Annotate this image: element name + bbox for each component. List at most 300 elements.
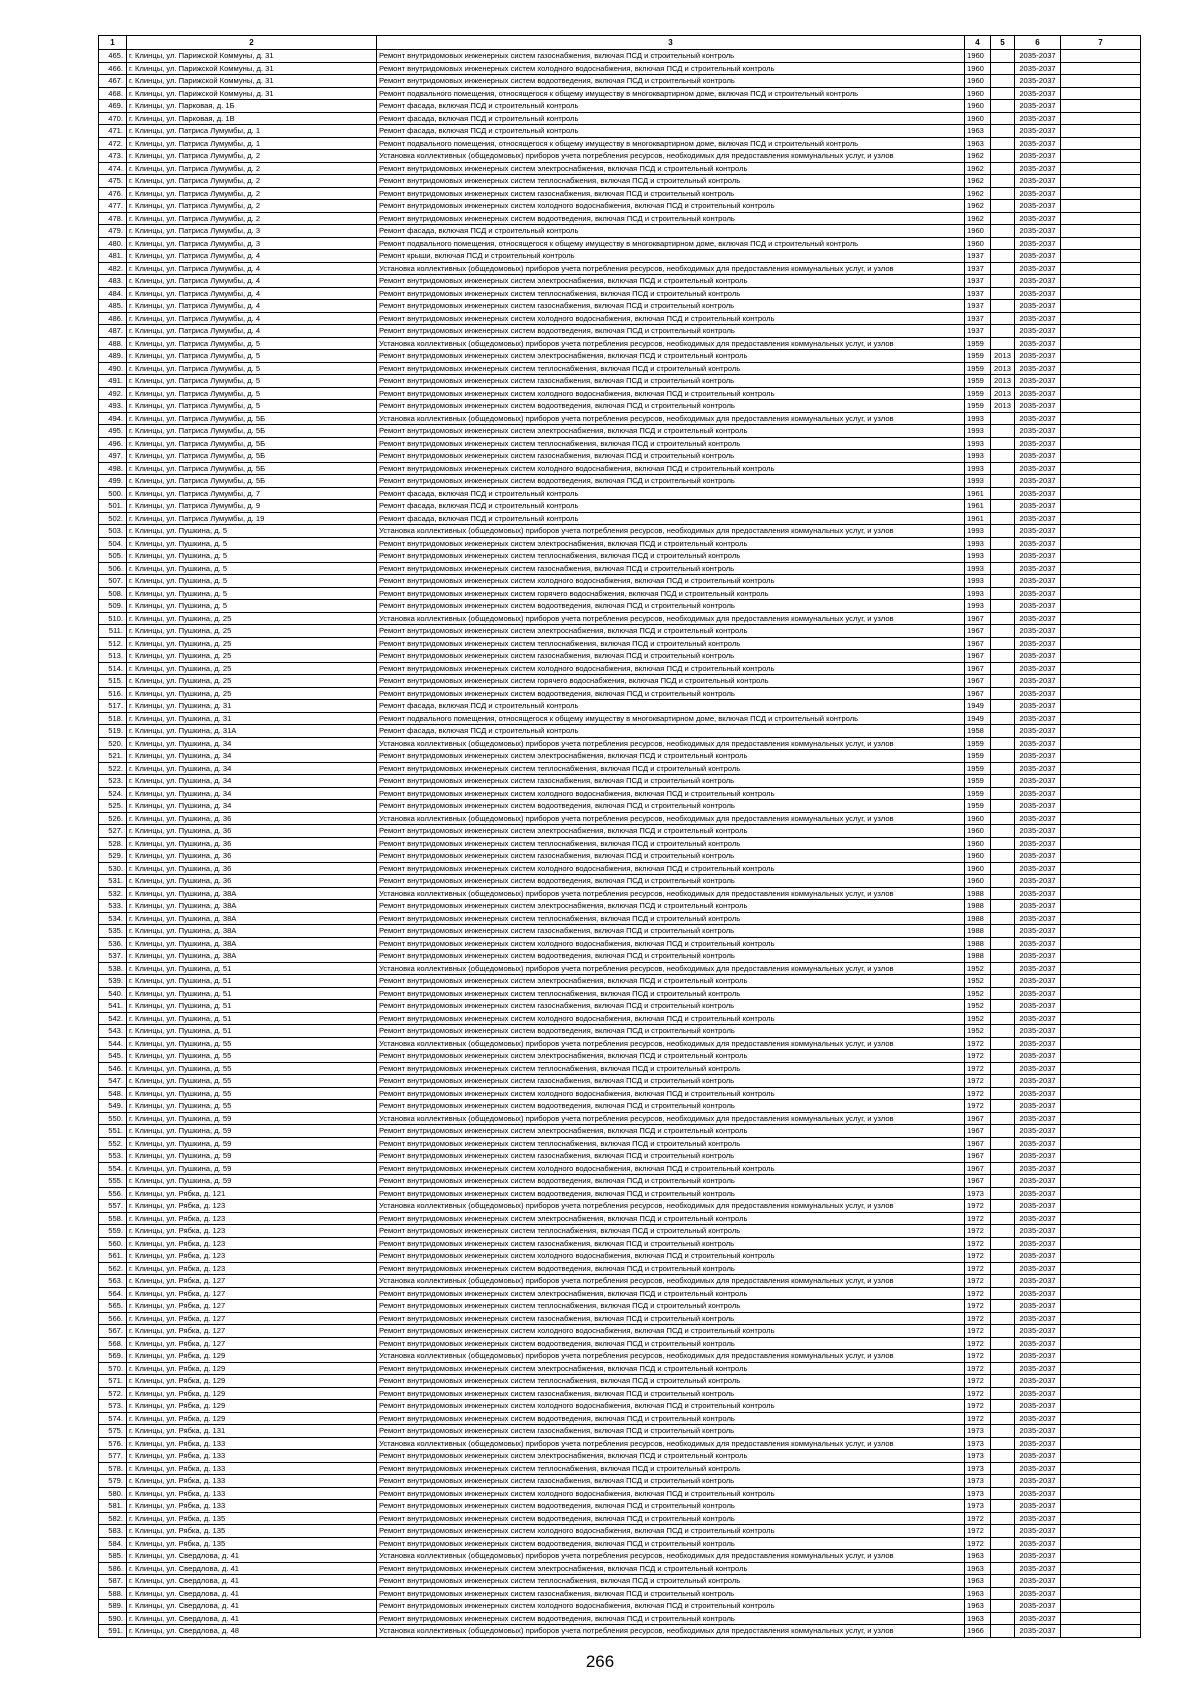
address-cell: г. Клинцы, ул. Пушкина, д. 5: [127, 562, 377, 575]
build-year-cell: 1988: [965, 950, 991, 963]
table-row: [99, 950, 1141, 963]
empty-cell: [1061, 350, 1141, 363]
planned-period-cell: 2035-2037: [1015, 1212, 1061, 1225]
empty-cell: [1061, 1237, 1141, 1250]
last-repair-year-cell: [991, 1200, 1015, 1213]
build-year-cell: 1937: [965, 325, 991, 338]
row-number-cell: 557.: [99, 1200, 127, 1213]
empty-cell: [1061, 1025, 1141, 1038]
row-number-cell: 506.: [99, 562, 127, 575]
work-type-cell: Ремонт внутридомовых инженерных систем холодного водоснабжения, включая ПСД и строительный контроль: [377, 862, 965, 875]
last-repair-year-cell: [991, 237, 1015, 250]
row-number-cell: 527.: [99, 825, 127, 838]
empty-cell: [1061, 1412, 1141, 1425]
address-cell: г. Клинцы, ул. Патриса Лумумбы, д. 19: [127, 512, 377, 525]
work-type-cell: Установка коллективных (общедомовых) приборов учета потребления ресурсов, необходимых для предоставления коммунальных услуг, и узлов: [377, 412, 965, 425]
build-year-cell: 1993: [965, 600, 991, 613]
address-cell: г. Клинцы, ул. Рябка, д. 123: [127, 1262, 377, 1275]
table-row: [99, 1437, 1141, 1450]
address-cell: г. Клинцы, ул. Патриса Лумумбы, д. 1: [127, 137, 377, 150]
last-repair-year-cell: 2013: [991, 400, 1015, 413]
last-repair-year-cell: [991, 462, 1015, 475]
empty-cell: [1061, 1075, 1141, 1088]
planned-period-cell: 2035-2037: [1015, 1525, 1061, 1538]
address-cell: г. Клинцы, ул. Рябка, д. 127: [127, 1312, 377, 1325]
work-type-cell: Ремонт внутридомовых инженерных систем холодного водоснабжения, включая ПСД и строительный контроль: [377, 1525, 965, 1538]
address-cell: г. Клинцы, ул. Пушкина, д. 25: [127, 687, 377, 700]
work-type-cell: Ремонт внутридомовых инженерных систем теплоснабжения, включая ПСД и строительный контроль: [377, 437, 965, 450]
planned-period-cell: 2035-2037: [1015, 875, 1061, 888]
planned-period-cell: 2035-2037: [1015, 550, 1061, 563]
address-cell: г. Клинцы, ул. Пушкина, д. 38А: [127, 887, 377, 900]
work-type-cell: Ремонт внутридомовых инженерных систем теплоснабжения, включая ПСД и строительный контроль: [377, 550, 965, 563]
table-row: [99, 1137, 1141, 1150]
build-year-cell: 1960: [965, 50, 991, 63]
last-repair-year-cell: [991, 712, 1015, 725]
address-cell: г. Клинцы, ул. Пушкина, д. 55: [127, 1050, 377, 1063]
build-year-cell: 1993: [965, 587, 991, 600]
empty-cell: [1061, 375, 1141, 388]
last-repair-year-cell: [991, 1137, 1015, 1150]
empty-cell: [1061, 850, 1141, 863]
row-number-cell: 563.: [99, 1275, 127, 1288]
work-type-cell: Ремонт внутридомовых инженерных систем теплоснабжения, включая ПСД и строительный контроль: [377, 362, 965, 375]
table-row: [99, 362, 1141, 375]
empty-cell: [1061, 1487, 1141, 1500]
empty-cell: [1061, 1550, 1141, 1563]
row-number-cell: 541.: [99, 1000, 127, 1013]
build-year-cell: 1972: [965, 1525, 991, 1538]
last-repair-year-cell: [991, 1187, 1015, 1200]
table-row: [99, 1200, 1141, 1213]
table-row: [99, 500, 1141, 513]
work-type-cell: Ремонт фасада, включая ПСД и строительный контроль: [377, 500, 965, 513]
table-row: [99, 1450, 1141, 1463]
work-type-cell: Установка коллективных (общедомовых) приборов учета потребления ресурсов, необходимых для предоставления коммунальных услуг, и узлов: [377, 337, 965, 350]
row-number-cell: 587.: [99, 1575, 127, 1588]
last-repair-year-cell: [991, 1587, 1015, 1600]
row-number-cell: 581.: [99, 1500, 127, 1513]
build-year-cell: 1972: [965, 1362, 991, 1375]
table-row: [99, 1012, 1141, 1025]
address-cell: г. Клинцы, ул. Рябка, д. 129: [127, 1412, 377, 1425]
table-row: [99, 350, 1141, 363]
work-type-cell: Ремонт внутридомовых инженерных систем электроснабжения, включая ПСД и строительный контроль: [377, 1450, 965, 1463]
address-cell: г. Клинцы, ул. Патриса Лумумбы, д. 5Б: [127, 475, 377, 488]
address-cell: г. Клинцы, ул. Пушкина, д. 51: [127, 987, 377, 1000]
last-repair-year-cell: [991, 900, 1015, 913]
build-year-cell: 1959: [965, 337, 991, 350]
row-number-cell: 478.: [99, 212, 127, 225]
row-number-cell: 524.: [99, 787, 127, 800]
build-year-cell: 1972: [965, 1062, 991, 1075]
row-number-cell: 577.: [99, 1450, 127, 1463]
address-cell: г. Клинцы, ул. Пушкина, д. 51: [127, 975, 377, 988]
table-row: [99, 312, 1141, 325]
work-type-cell: Ремонт фасада, включая ПСД и строительный контроль: [377, 112, 965, 125]
last-repair-year-cell: [991, 512, 1015, 525]
row-number-cell: 551.: [99, 1125, 127, 1138]
planned-period-cell: 2035-2037: [1015, 300, 1061, 313]
work-type-cell: Ремонт внутридомовых инженерных систем водоотведения, включая ПСД и строительный контроль: [377, 1512, 965, 1525]
table-row: [99, 725, 1141, 738]
build-year-cell: 1973: [965, 1462, 991, 1475]
address-cell: г. Клинцы, ул. Патриса Лумумбы, д. 7: [127, 487, 377, 500]
empty-cell: [1061, 512, 1141, 525]
row-number-cell: 546.: [99, 1062, 127, 1075]
work-type-cell: Ремонт внутридомовых инженерных систем водоотведения, включая ПСД и строительный контроль: [377, 1175, 965, 1188]
empty-cell: [1061, 737, 1141, 750]
last-repair-year-cell: [991, 687, 1015, 700]
address-cell: г. Клинцы, ул. Рябка, д. 133: [127, 1450, 377, 1463]
row-number-cell: 497.: [99, 450, 127, 463]
work-type-cell: Ремонт внутридомовых инженерных систем газоснабжения, включая ПСД и строительный контроль: [377, 850, 965, 863]
last-repair-year-cell: [991, 137, 1015, 150]
empty-cell: [1061, 1462, 1141, 1475]
empty-cell: [1061, 1000, 1141, 1013]
column-header: 5: [991, 36, 1015, 50]
build-year-cell: 1972: [965, 1050, 991, 1063]
table-row: [99, 1362, 1141, 1375]
address-cell: г. Клинцы, ул. Пушкина, д. 51: [127, 1012, 377, 1025]
row-number-cell: 585.: [99, 1550, 127, 1563]
work-type-cell: Ремонт внутридомовых инженерных систем холодного водоснабжения, включая ПСД и строительный контроль: [377, 1325, 965, 1338]
table-row: [99, 825, 1141, 838]
empty-cell: [1061, 1425, 1141, 1438]
table-row: [99, 300, 1141, 313]
address-cell: г. Клинцы, ул. Пушкина, д. 25: [127, 662, 377, 675]
table-row: [99, 325, 1141, 338]
repair-schedule-table: [98, 35, 1141, 1638]
table-row: [99, 1312, 1141, 1325]
work-type-cell: Ремонт внутридомовых инженерных систем газоснабжения, включая ПСД и строительный контроль: [377, 775, 965, 788]
address-cell: г. Клинцы, ул. Пушкина, д. 55: [127, 1037, 377, 1050]
table-row: [99, 62, 1141, 75]
last-repair-year-cell: [991, 100, 1015, 113]
empty-cell: [1061, 1500, 1141, 1513]
table-row: [99, 575, 1141, 588]
empty-cell: [1061, 1200, 1141, 1213]
build-year-cell: 1960: [965, 87, 991, 100]
table-row: [99, 550, 1141, 563]
last-repair-year-cell: [991, 1225, 1015, 1238]
table-row: [99, 1025, 1141, 1038]
row-number-cell: 583.: [99, 1525, 127, 1538]
empty-cell: [1061, 200, 1141, 213]
work-type-cell: Ремонт внутридомовых инженерных систем холодного водоснабжения, включая ПСД и строительный контроль: [377, 662, 965, 675]
address-cell: г. Клинцы, ул. Патриса Лумумбы, д. 5: [127, 362, 377, 375]
address-cell: г. Клинцы, ул. Рябка, д. 121: [127, 1187, 377, 1200]
planned-period-cell: 2035-2037: [1015, 1050, 1061, 1063]
empty-cell: [1061, 212, 1141, 225]
planned-period-cell: 2035-2037: [1015, 987, 1061, 1000]
row-number-cell: 518.: [99, 712, 127, 725]
build-year-cell: 1972: [965, 1412, 991, 1425]
last-repair-year-cell: [991, 1575, 1015, 1588]
last-repair-year-cell: [991, 862, 1015, 875]
last-repair-year-cell: [991, 600, 1015, 613]
address-cell: г. Клинцы, ул. Пушкина, д. 5: [127, 537, 377, 550]
last-repair-year-cell: [991, 487, 1015, 500]
empty-cell: [1061, 475, 1141, 488]
build-year-cell: 1973: [965, 1425, 991, 1438]
work-type-cell: Установка коллективных (общедомовых) приборов учета потребления ресурсов, необходимых для предоставления коммунальных услуг, и узлов: [377, 1112, 965, 1125]
row-number-cell: 505.: [99, 550, 127, 563]
row-number-cell: 566.: [99, 1312, 127, 1325]
row-number-cell: 496.: [99, 437, 127, 450]
build-year-cell: 1972: [965, 1512, 991, 1525]
address-cell: г. Клинцы, ул. Рябка, д. 123: [127, 1212, 377, 1225]
build-year-cell: 1937: [965, 287, 991, 300]
work-type-cell: Ремонт внутридомовых инженерных систем газоснабжения, включая ПСД и строительный контроль: [377, 650, 965, 663]
empty-cell: [1061, 1050, 1141, 1063]
address-cell: г. Клинцы, ул. Пушкина, д. 38А: [127, 900, 377, 913]
work-type-cell: Ремонт внутридомовых инженерных систем водоотведения, включая ПСД и строительный контроль: [377, 212, 965, 225]
work-type-cell: Ремонт фасада, включая ПСД и строительный контроль: [377, 125, 965, 138]
last-repair-year-cell: [991, 612, 1015, 625]
last-repair-year-cell: [991, 1250, 1015, 1263]
work-type-cell: Ремонт внутридомовых инженерных систем водоотведения, включая ПСД и строительный контроль: [377, 1337, 965, 1350]
empty-cell: [1061, 312, 1141, 325]
build-year-cell: 1960: [965, 862, 991, 875]
address-cell: г. Клинцы, ул. Патриса Лумумбы, д. 2: [127, 162, 377, 175]
build-year-cell: 1972: [965, 1537, 991, 1550]
last-repair-year-cell: [991, 75, 1015, 88]
planned-period-cell: 2035-2037: [1015, 637, 1061, 650]
work-type-cell: Ремонт внутридомовых инженерных систем горячего водоснабжения, включая ПСД и строительный контроль: [377, 587, 965, 600]
last-repair-year-cell: [991, 1012, 1015, 1025]
empty-cell: [1061, 787, 1141, 800]
work-type-cell: Установка коллективных (общедомовых) приборов учета потребления ресурсов, необходимых для предоставления коммунальных услуг, и узлов: [377, 150, 965, 163]
build-year-cell: 1962: [965, 150, 991, 163]
last-repair-year-cell: [991, 937, 1015, 950]
work-type-cell: Ремонт подвального помещения, относящегося к общему имуществу в многоквартирном доме, включая ПСД и строительный контроль: [377, 137, 965, 150]
empty-cell: [1061, 837, 1141, 850]
row-number-cell: 473.: [99, 150, 127, 163]
last-repair-year-cell: [991, 825, 1015, 838]
build-year-cell: 1967: [965, 1150, 991, 1163]
table-row: [99, 387, 1141, 400]
planned-period-cell: 2035-2037: [1015, 1112, 1061, 1125]
address-cell: г. Клинцы, ул. Патриса Лумумбы, д. 5Б: [127, 462, 377, 475]
last-repair-year-cell: [991, 1037, 1015, 1050]
planned-period-cell: 2035-2037: [1015, 375, 1061, 388]
planned-period-cell: 2035-2037: [1015, 712, 1061, 725]
table-row: [99, 250, 1141, 263]
empty-cell: [1061, 262, 1141, 275]
work-type-cell: Ремонт внутридомовых инженерных систем теплоснабжения, включая ПСД и строительный контроль: [377, 637, 965, 650]
address-cell: г. Клинцы, ул. Патриса Лумумбы, д. 2: [127, 200, 377, 213]
last-repair-year-cell: [991, 87, 1015, 100]
row-number-cell: 512.: [99, 637, 127, 650]
row-number-cell: 586.: [99, 1562, 127, 1575]
address-cell: г. Клинцы, ул. Патриса Лумумбы, д. 4: [127, 262, 377, 275]
address-cell: г. Клинцы, ул. Пушкина, д. 51: [127, 1000, 377, 1013]
build-year-cell: 1960: [965, 875, 991, 888]
planned-period-cell: 2035-2037: [1015, 1000, 1061, 1013]
address-cell: г. Клинцы, ул. Рябка, д. 135: [127, 1525, 377, 1538]
planned-period-cell: 2035-2037: [1015, 775, 1061, 788]
address-cell: г. Клинцы, ул. Пушкина, д. 34: [127, 737, 377, 750]
planned-period-cell: 2035-2037: [1015, 612, 1061, 625]
table-row: [99, 687, 1141, 700]
empty-cell: [1061, 975, 1141, 988]
work-type-cell: Ремонт внутридомовых инженерных систем водоотведения, включая ПСД и строительный контроль: [377, 875, 965, 888]
work-type-cell: Ремонт внутридомовых инженерных систем холодного водоснабжения, включая ПСД и строительный контроль: [377, 62, 965, 75]
build-year-cell: 1973: [965, 1475, 991, 1488]
build-year-cell: 1993: [965, 475, 991, 488]
last-repair-year-cell: [991, 300, 1015, 313]
last-repair-year-cell: [991, 1212, 1015, 1225]
last-repair-year-cell: [991, 1062, 1015, 1075]
planned-period-cell: 2035-2037: [1015, 900, 1061, 913]
planned-period-cell: 2035-2037: [1015, 1450, 1061, 1463]
table-row: [99, 1287, 1141, 1300]
last-repair-year-cell: [991, 312, 1015, 325]
empty-cell: [1061, 887, 1141, 900]
table-row: [99, 1050, 1141, 1063]
work-type-cell: Ремонт внутридомовых инженерных систем водоотведения, включая ПСД и строительный контроль: [377, 1500, 965, 1513]
planned-period-cell: 2035-2037: [1015, 1625, 1061, 1638]
last-repair-year-cell: [991, 1162, 1015, 1175]
row-number-cell: 498.: [99, 462, 127, 475]
last-repair-year-cell: [991, 725, 1015, 738]
table-row: [99, 1537, 1141, 1550]
table-row: [99, 812, 1141, 825]
planned-period-cell: 2035-2037: [1015, 750, 1061, 763]
row-number-cell: 562.: [99, 1262, 127, 1275]
work-type-cell: Ремонт внутридомовых инженерных систем холодного водоснабжения, включая ПСД и строительный контроль: [377, 200, 965, 213]
planned-period-cell: 2035-2037: [1015, 1262, 1061, 1275]
build-year-cell: 1937: [965, 275, 991, 288]
page-number: 266: [585, 1652, 615, 1671]
address-cell: г. Клинцы, ул. Пушкина, д. 34: [127, 787, 377, 800]
work-type-cell: Установка коллективных (общедомовых) приборов учета потребления ресурсов, необходимых для предоставления коммунальных услуг, и узлов: [377, 525, 965, 538]
last-repair-year-cell: [991, 662, 1015, 675]
build-year-cell: 1967: [965, 1175, 991, 1188]
address-cell: г. Клинцы, ул. Пушкина, д. 25: [127, 612, 377, 625]
work-type-cell: Ремонт внутридомовых инженерных систем газоснабжения, включая ПСД и строительный контроль: [377, 1475, 965, 1488]
row-number-cell: 519.: [99, 725, 127, 738]
build-year-cell: 1972: [965, 1237, 991, 1250]
planned-period-cell: 2035-2037: [1015, 600, 1061, 613]
build-year-cell: 1961: [965, 500, 991, 513]
row-number-cell: 535.: [99, 925, 127, 938]
work-type-cell: Ремонт внутридомовых инженерных систем холодного водоснабжения, включая ПСД и строительный контроль: [377, 1487, 965, 1500]
planned-period-cell: 2035-2037: [1015, 1375, 1061, 1388]
empty-cell: [1061, 1525, 1141, 1538]
address-cell: г. Клинцы, ул. Парковая, д. 1В: [127, 112, 377, 125]
address-cell: г. Клинцы, ул. Пушкина, д. 36: [127, 850, 377, 863]
planned-period-cell: 2035-2037: [1015, 850, 1061, 863]
table-row: [99, 1150, 1141, 1163]
empty-cell: [1061, 825, 1141, 838]
work-type-cell: Ремонт внутридомовых инженерных систем электроснабжения, включая ПСД и строительный контроль: [377, 425, 965, 438]
build-year-cell: 1972: [965, 1400, 991, 1413]
planned-period-cell: 2035-2037: [1015, 275, 1061, 288]
build-year-cell: 1961: [965, 512, 991, 525]
empty-cell: [1061, 1137, 1141, 1150]
row-number-cell: 532.: [99, 887, 127, 900]
work-type-cell: Ремонт внутридомовых инженерных систем электроснабжения, включая ПСД и строительный контроль: [377, 1050, 965, 1063]
table-row: [99, 1275, 1141, 1288]
build-year-cell: 1988: [965, 937, 991, 950]
planned-period-cell: 2035-2037: [1015, 1175, 1061, 1188]
row-number-cell: 494.: [99, 412, 127, 425]
row-number-cell: 502.: [99, 512, 127, 525]
address-cell: г. Клинцы, ул. Патриса Лумумбы, д. 5Б: [127, 450, 377, 463]
address-cell: г. Клинцы, ул. Пушкина, д. 59: [127, 1125, 377, 1138]
planned-period-cell: 2035-2037: [1015, 862, 1061, 875]
address-cell: г. Клинцы, ул. Пушкина, д. 36: [127, 812, 377, 825]
last-repair-year-cell: [991, 562, 1015, 575]
work-type-cell: Установка коллективных (общедомовых) приборов учета потребления ресурсов, необходимых для предоставления коммунальных услуг, и узлов: [377, 737, 965, 750]
row-number-cell: 571.: [99, 1375, 127, 1388]
last-repair-year-cell: [991, 1275, 1015, 1288]
build-year-cell: 1972: [965, 1100, 991, 1113]
empty-cell: [1061, 362, 1141, 375]
empty-cell: [1061, 287, 1141, 300]
table-row: [99, 125, 1141, 138]
empty-cell: [1061, 687, 1141, 700]
planned-period-cell: 2035-2037: [1015, 387, 1061, 400]
build-year-cell: 1962: [965, 200, 991, 213]
table-row: [99, 962, 1141, 975]
row-number-cell: 548.: [99, 1087, 127, 1100]
row-number-cell: 575.: [99, 1425, 127, 1438]
empty-cell: [1061, 900, 1141, 913]
last-repair-year-cell: [991, 62, 1015, 75]
address-cell: г. Клинцы, ул. Рябка, д. 129: [127, 1400, 377, 1413]
table-row: [99, 625, 1141, 638]
last-repair-year-cell: [991, 1175, 1015, 1188]
build-year-cell: 1952: [965, 1012, 991, 1025]
work-type-cell: Ремонт внутридомовых инженерных систем холодного водоснабжения, включая ПСД и строительный контроль: [377, 1012, 965, 1025]
work-type-cell: Ремонт внутридомовых инженерных систем холодного водоснабжения, включая ПСД и строительный контроль: [377, 312, 965, 325]
planned-period-cell: 2035-2037: [1015, 325, 1061, 338]
table-row: [99, 1625, 1141, 1638]
row-number-cell: 525.: [99, 800, 127, 813]
work-type-cell: Ремонт внутридомовых инженерных систем холодного водоснабжения, включая ПСД и строительный контроль: [377, 1400, 965, 1413]
row-number-cell: 485.: [99, 300, 127, 313]
last-repair-year-cell: [991, 1050, 1015, 1063]
address-cell: г. Клинцы, ул. Свердлова, д. 41: [127, 1550, 377, 1563]
table-row: [99, 1325, 1141, 1338]
planned-period-cell: 2035-2037: [1015, 1387, 1061, 1400]
work-type-cell: Ремонт внутридомовых инженерных систем холодного водоснабжения, включая ПСД и строительный контроль: [377, 1600, 965, 1613]
table-row: [99, 1550, 1141, 1563]
work-type-cell: Ремонт внутридомовых инженерных систем холодного водоснабжения, включая ПСД и строительный контроль: [377, 1087, 965, 1100]
build-year-cell: 1993: [965, 412, 991, 425]
empty-cell: [1061, 62, 1141, 75]
work-type-cell: Ремонт внутридомовых инженерных систем водоотведения, включая ПСД и строительный контроль: [377, 800, 965, 813]
work-type-cell: Ремонт внутридомовых инженерных систем электроснабжения, включая ПСД и строительный контроль: [377, 825, 965, 838]
address-cell: г. Клинцы, ул. Пушкина, д. 59: [127, 1112, 377, 1125]
last-repair-year-cell: [991, 150, 1015, 163]
address-cell: г. Клинцы, ул. Патриса Лумумбы, д. 5Б: [127, 412, 377, 425]
build-year-cell: 1972: [965, 1325, 991, 1338]
work-type-cell: Ремонт внутридомовых инженерных систем водоотведения, включая ПСД и строительный контроль: [377, 475, 965, 488]
empty-cell: [1061, 550, 1141, 563]
row-number-cell: 556.: [99, 1187, 127, 1200]
last-repair-year-cell: [991, 537, 1015, 550]
row-number-cell: 507.: [99, 575, 127, 588]
work-type-cell: Ремонт внутридомовых инженерных систем электроснабжения, включая ПСД и строительный контроль: [377, 537, 965, 550]
last-repair-year-cell: [991, 1425, 1015, 1438]
address-cell: г. Клинцы, ул. Пушкина, д. 31: [127, 712, 377, 725]
work-type-cell: Ремонт внутридомовых инженерных систем теплоснабжения, включая ПСД и строительный контроль: [377, 762, 965, 775]
last-repair-year-cell: [991, 912, 1015, 925]
